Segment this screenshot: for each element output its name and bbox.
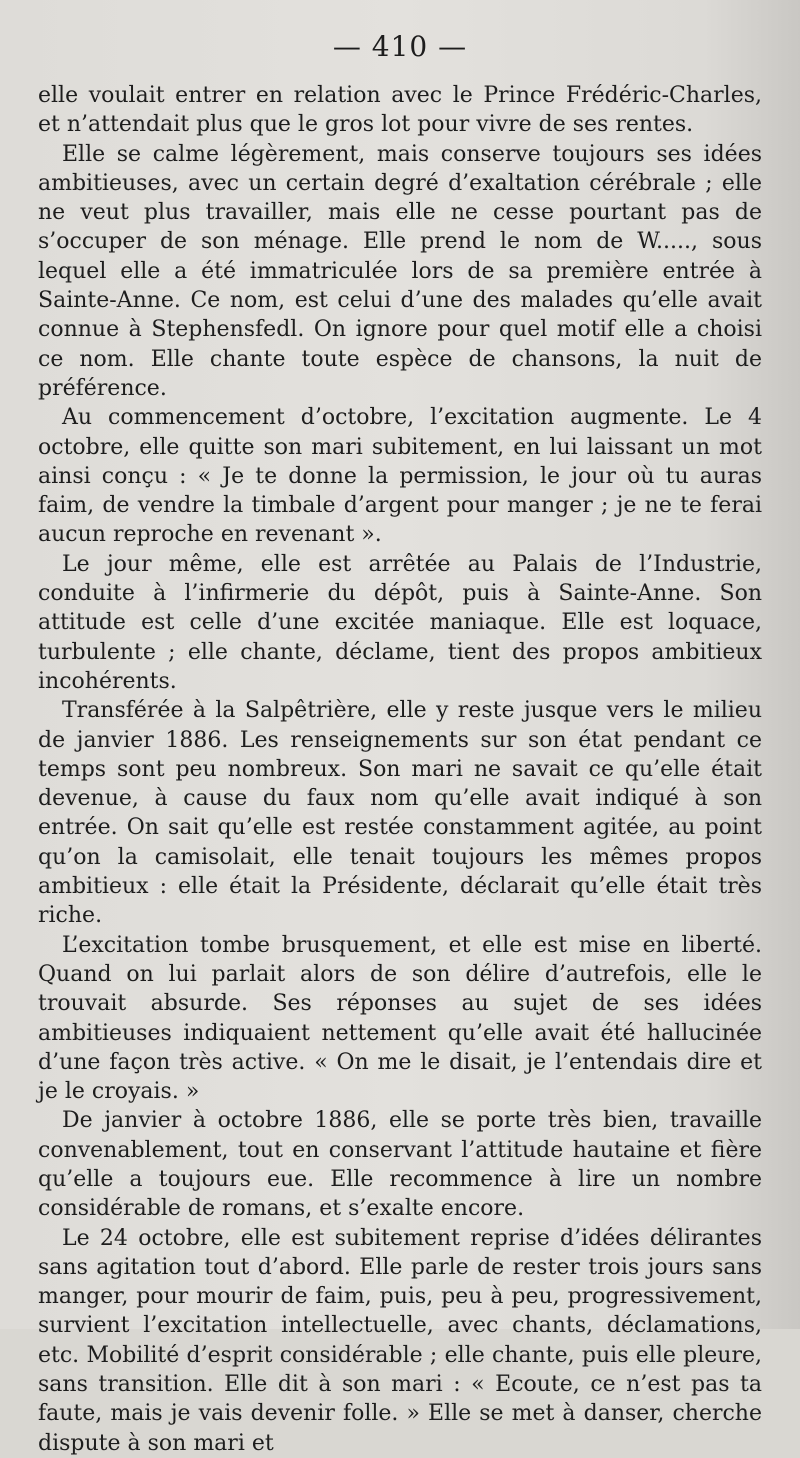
paragraph-1: elle voulait entrer en relation avec le Prince Frédéric-Charles, et n’attendait plus que le gros lot pour vivre de ses rentes.	[38, 83, 762, 138]
paragraph-5: Transférée à la Salpêtrière, elle y reste jusque vers le milieu de janvier 1886. Les renseignements sur son état pendant ce temps sont peu nombreux. Son mari ne savait ce qu’elle était devenue, à cause du faux nom qu’elle avait indiqué à son entrée. On sait qu’elle est restée constamment agitée, au point qu’on la camisolait, elle tenait toujours les mêmes propos ambitieux : elle était la Présidente, déclarait qu’elle était très riche.	[38, 698, 762, 929]
page-number: — 410 —	[332, 30, 468, 63]
paragraph-8: Le 24 octobre, elle est subitement reprise d’idées délirantes sans agitation tout d’abord. Elle parle de rester trois jours sans manger, pour mourir de faim, puis, peu à peu, progressivement, survient l’excitation intellectuelle, avec chants, déclamations, etc. Mobilité d’esprit considérable ; elle chante, puis elle pleure, sans transition. Elle dit à son mari : « Ecoute, ce n’est pas ta faute, mais je vais devenir folle. » Elle se met à danser, cherche dispute à son mari et	[38, 1225, 762, 1456]
paragraph-3: Au commencement d’octobre, l’excitation augmente. Le 4 octobre, elle quitte son mari subitement, en lui laissant un mot ainsi conçu : « Je te donne la permission, le jour où tu auras faim, de vendre la timbale d’argent pour manger ; je ne te ferai aucun reproche en revenant ».	[38, 405, 762, 548]
body-text	[38, 81, 762, 1458]
paragraph-7: De janvier à octobre 1886, elle se porte très bien, travaille convenablement, tout en conservant l’attitude hautaine et fière qu’elle a toujours eue. Elle recommence à lire un nombre considérable de romans, et s’exalte encore.	[38, 1108, 762, 1222]
paragraph-6: L’excitation tombe brusquement, et elle est mise en liberté. Quand on lui parlait alors de son délire d’autrefois, elle le trouvait absurde. Ses réponses au sujet de ses idées ambitieuses indiquaient nettement qu’elle avait été hallucinée d’une façon très active. « On me le disait, je l’entendais dire et je le croyais. »	[38, 932, 762, 1105]
paragraph-4: Le jour même, elle est arrêtée au Palais de l’Industrie, conduite à l’infirmerie du dépôt, puis à Sainte-Anne. Son attitude est celle d’une excitée maniaque. Elle est loquace, turbulente ; elle chante, déclame, tient des propos ambitieux incohérents.	[38, 551, 762, 694]
paragraph-2: Elle se calme légèrement, mais conserve toujours ses idées ambitieuses, avec un certain degré d’exaltation cérébrale ; elle ne veut plus travailler, mais elle ne cesse pourtant pas de s’occuper de son ménage. Elle prend le nom de W....., sous lequel elle a été immatriculée lors de sa première entrée à Sainte-Anne. Ce nom, est celui d’une des malades qu’elle avait connue à Stephensfedl. On ignore pour quel motif elle a choisi ce nom. Elle chante toute espèce de chansons, la nuit de préférence.	[38, 141, 762, 401]
